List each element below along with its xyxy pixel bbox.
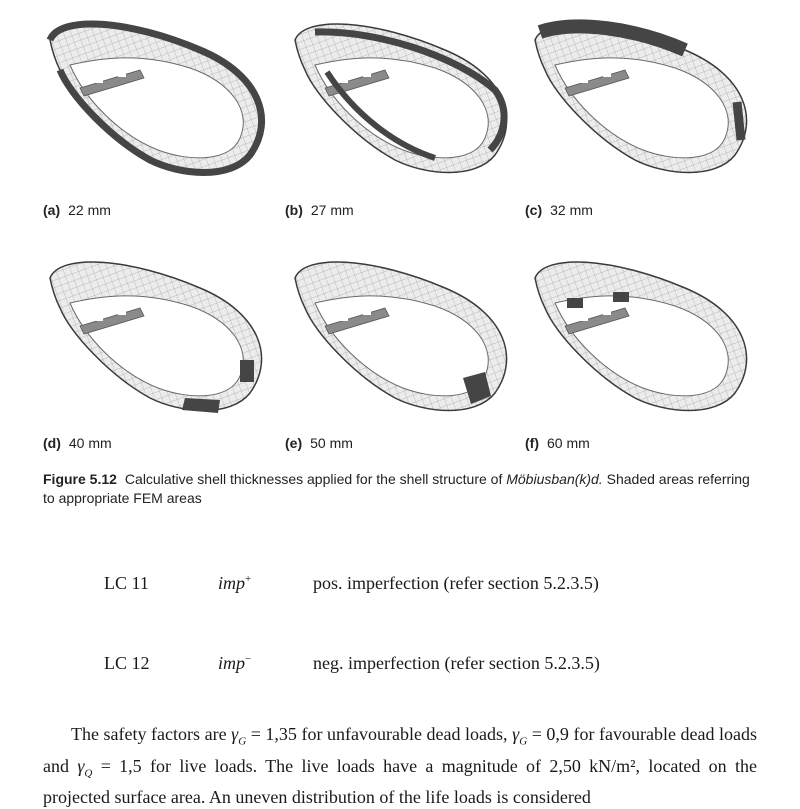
subfigure-label-a: (a) 22 mm (43, 202, 111, 218)
load-case-symbol: imp− (218, 653, 252, 673)
subfigure-label-f: (f) 60 mm (525, 435, 590, 451)
subfigure-label-e: (e) 50 mm (285, 435, 353, 451)
subfigure-label-c: (c) 32 mm (525, 202, 593, 218)
figure-caption: Figure 5.12 Calculative shell thicknesses applied for the shell structure of Möbiusban(k)d. Shaded areas referring to appropriate FEM areas (43, 471, 750, 506)
shell-figure-e (285, 248, 525, 418)
subfigure-label-b: (b) 27 mm (285, 202, 354, 218)
subfigure-label-d: (d) 40 mm (43, 435, 112, 451)
load-case-symbol: imp+ (218, 573, 252, 593)
load-case-id: LC 11 (104, 573, 149, 593)
shell-figure-f (525, 248, 765, 418)
shell-figure-c (525, 10, 765, 180)
load-case-description: pos. imperfection (refer section 5.2.3.5) (313, 573, 599, 593)
body-paragraph: The safety factors are $\gamma_G = 1,35$ for unfavourable dead loads, $\gamma_G = 0,9$ for favourable dead loads and $\gamma_Q = 1,5$ for live loads. The live loads have a magnitude of 2,50 kN/m², located on the projected surface area. An uneven distribution of the life loads is considered (43, 724, 758, 808)
shell-figure-a (40, 10, 280, 180)
load-case-id: LC 12 (104, 653, 150, 673)
shell-figure-b (285, 10, 525, 180)
load-case-description: neg. imperfection (refer section 5.2.3.5) (313, 653, 600, 673)
shell-figure-d (40, 248, 280, 418)
